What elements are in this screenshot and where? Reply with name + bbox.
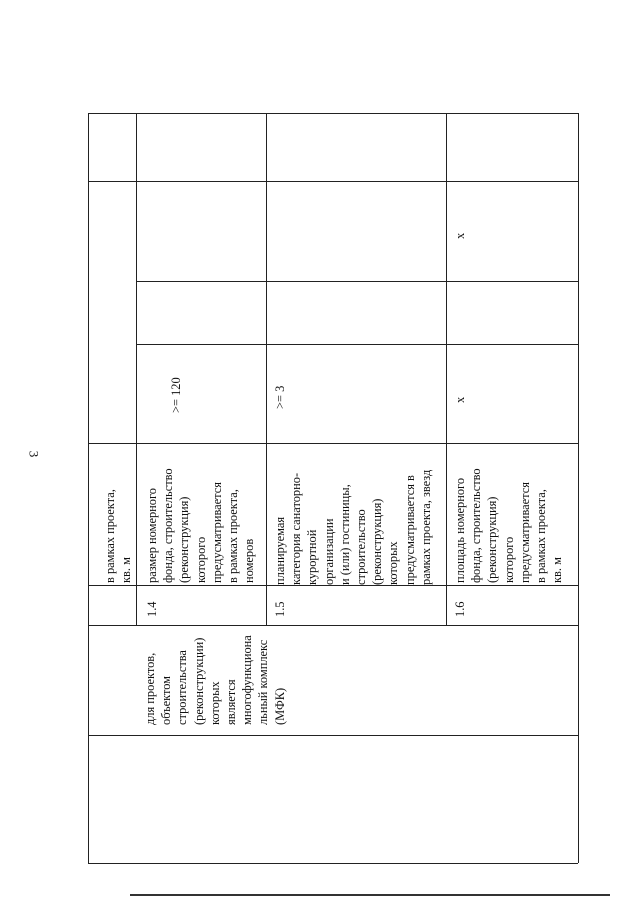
row-line-a <box>88 181 578 182</box>
row-line-d <box>88 443 578 444</box>
table-border-right <box>578 113 579 863</box>
row-1-5-value: >= 3 <box>273 385 287 409</box>
table-border-left <box>88 113 89 863</box>
row-1-6-description: площадь номерного фонда, строительство (реконструкция) которого предусматривается в рамках проекта, кв. м <box>453 468 565 583</box>
table-border-bottom <box>88 863 578 864</box>
scan-edge-line <box>130 894 610 896</box>
row-1-4-number: 1.4 <box>145 601 159 617</box>
rotated-table <box>88 113 578 863</box>
page-number: 3 <box>26 450 42 458</box>
row-1-6-number: 1.6 <box>453 601 467 617</box>
row-1-6-value: x <box>453 396 467 403</box>
row-1-4-description: размер номерного фонда, строительство (реконструкция) которого предусматривается в рамках проекта, номеров <box>145 468 257 583</box>
cell-unit-continuation: в рамках проекта, кв. м <box>103 489 134 583</box>
row-line-f <box>88 625 578 626</box>
row-line-b <box>136 281 578 282</box>
col-line-3 <box>446 113 447 625</box>
table-border-top <box>88 113 578 114</box>
row-line-e <box>88 585 578 586</box>
col-line-1 <box>136 113 137 625</box>
row-line-c <box>136 344 578 345</box>
row-1-6-mark: x <box>453 232 467 239</box>
row-1-5-number: 1.5 <box>273 601 287 617</box>
col-line-2 <box>266 113 267 625</box>
row-line-g <box>88 735 578 736</box>
row-1-5-description: планируемая категория санаторно- курортной организации и (или) гостиницы, строительство (реконструкция) которых предусматривается в рамках проекта, звезд <box>273 469 433 585</box>
cell-mfk-description: для проектов, объектом строительства (реконструкции) которых является многофункциона льный комплекс (МФК) <box>143 635 287 725</box>
row-1-4-value: >= 120 <box>169 377 183 413</box>
